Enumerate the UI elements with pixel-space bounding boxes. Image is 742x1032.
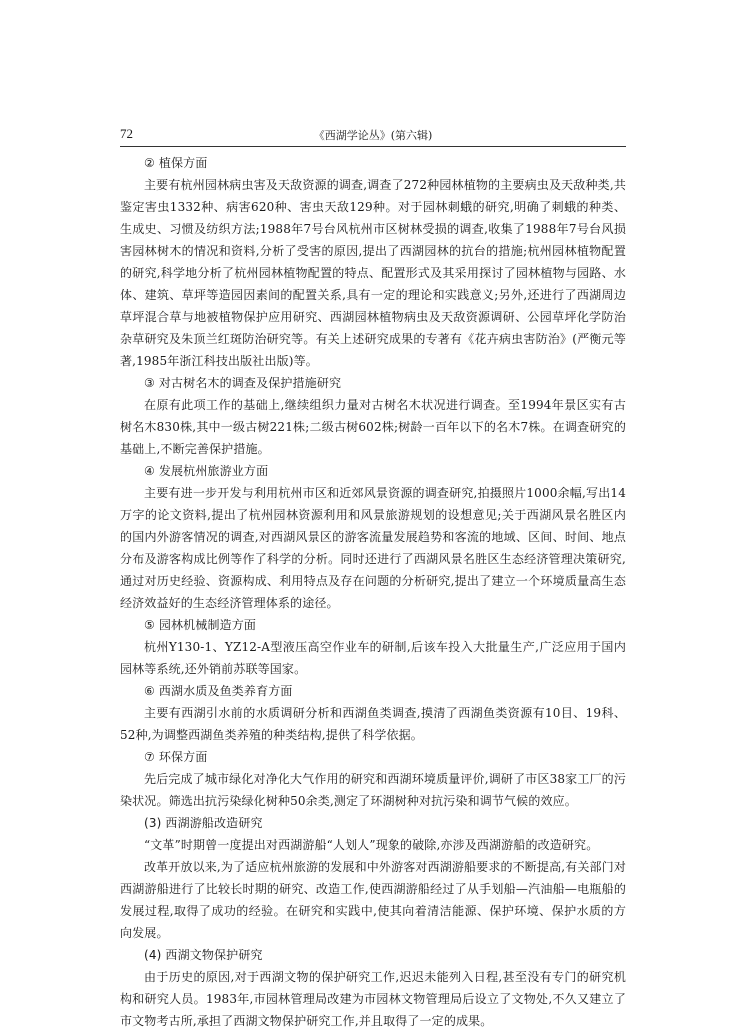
paragraph: 主要有进一步开发与利用杭州市区和近郊风景资源的调查研究,拍摄照片1000余幅,写出14万字的论文资料,提出了杭州园林资源利用和风景旅游规划的设想意见;关于西湖风景名胜区内的国内外游客情况的调查,对西湖风景区的游客流量发展趋势和客流的地域、区间、时间、地点分布及游客构成比例等作了科学的分析。同时还进行了西湖风景名胜区生态经济管理决策研究,通过对历史经验、资源构成、利用特点及存在问题的分析研究,提出了建立一个环境质量高生态经济效益好的生态经济管理体系的途径。 (120, 486, 626, 610)
section-heading: ④ 发展杭州旅游业方面 (144, 464, 269, 478)
paragraph: 杭州Y130-1、YZ12-A型液压高空作业车的研制,后该车投入大批量生产,广泛应用于国内园林等系统,还外销前苏联等国家。 (120, 640, 626, 676)
paragraph: 主要有杭州园林病虫害及天敌资源的调查,调查了272种园林植物的主要病虫及天敌种类,共鉴定害虫1332种、病害620种、害虫天敌129种。对于园林刺蛾的研究,明确了刺蛾的种类、生成史、习惯及纺织方法;1988年7号台风杭州市区树林受损的调查,收集了1988年7号台风损害园林树木的情况和资料,分析了受害的原因,提出了西湖园林的抗台的措施;杭州园林植物配置的研究,科学地分析了杭州园林植物配置的特点、配置形式及其采用探讨了园林植物与园路、水体、建筑、草坪等造园因素间的配置关系,具有一定的理论和实践意义;另外,还进行了西湖周边草坪混合草与地被植物保护应用研究、西湖园林植物病虫及天敌资源调研、公园草坪化学防治杂草研究及朱顶兰红斑防治研究等。有关上述研究成果的专著有《花卉病虫害防治》(严衡元等著,1985年浙江科技出版社出版)等。 (120, 178, 626, 368)
paragraph: 先后完成了城市绿化对净化大气作用的研究和西湖环境质量评价,调研了市区38家工厂的污染状况。筛选出抗污染绿化树种50余类,测定了环湖树种对抗污染和调节气候的效应。 (120, 772, 626, 808)
page-number: 72 (120, 126, 133, 141)
section-heading: ⑤ 园林机械制造方面 (144, 618, 257, 632)
section-heading: (3) 西湖游船改造研究 (144, 816, 263, 830)
section-heading: ② 植保方面 (144, 156, 208, 170)
paragraph: “文革”时期曾一度提出对西湖游船“人划人”现象的破除,亦涉及西湖游船的改造研究。 (144, 838, 599, 852)
paragraph: 改革开放以来,为了适应杭州旅游的发展和中外游客对西湖游船要求的不断提高,有关部门对西湖游船进行了比较长时期的研究、改造工作,使西湖游船经过了从手划船—汽油船—电瓶船的发展过程,取得了成功的经验。在研究和实践中,使其向着清洁能源、保护环境、保护水质的方向发展。 (120, 860, 626, 940)
paragraph: 主要有西湖引水前的水质调研分析和西湖鱼类调查,摸清了西湖鱼类资源有10目、19科、52种,为调整西湖鱼类养殖的种类结构,提供了科学依据。 (120, 706, 626, 742)
section-heading: ③ 对古树名木的调查及保护措施研究 (144, 376, 342, 390)
page-header (120, 126, 626, 147)
section-heading: ⑥ 西湖水质及鱼类养育方面 (144, 684, 293, 698)
body-text (120, 152, 626, 1032)
section-heading: ⑦ 环保方面 (144, 750, 208, 764)
running-title: 《西湖学论丛》(第六辑) (313, 129, 433, 142)
paragraph: 在原有此项工作的基础上,继续组织力量对古树名木状况进行调查。至1994年景区实有古树名木830株,其中一级古树221株;二级古树602株;树龄一百年以下的名木7株。在调查研究的基础上,不断完善保护措施。 (120, 398, 626, 456)
section-heading: (4) 西湖文物保护研究 (144, 948, 263, 962)
paragraph: 由于历史的原因,对于西湖文物的保护研究工作,迟迟未能列入日程,甚至没有专门的研究机构和研究人员。1983年,市园林管理局改建为市园林文物管理局后设立了文物处,不久又建立了市文物考古所,承担了西湖文物保护研究工作,并且取得了一定的成果。 (120, 970, 626, 1028)
